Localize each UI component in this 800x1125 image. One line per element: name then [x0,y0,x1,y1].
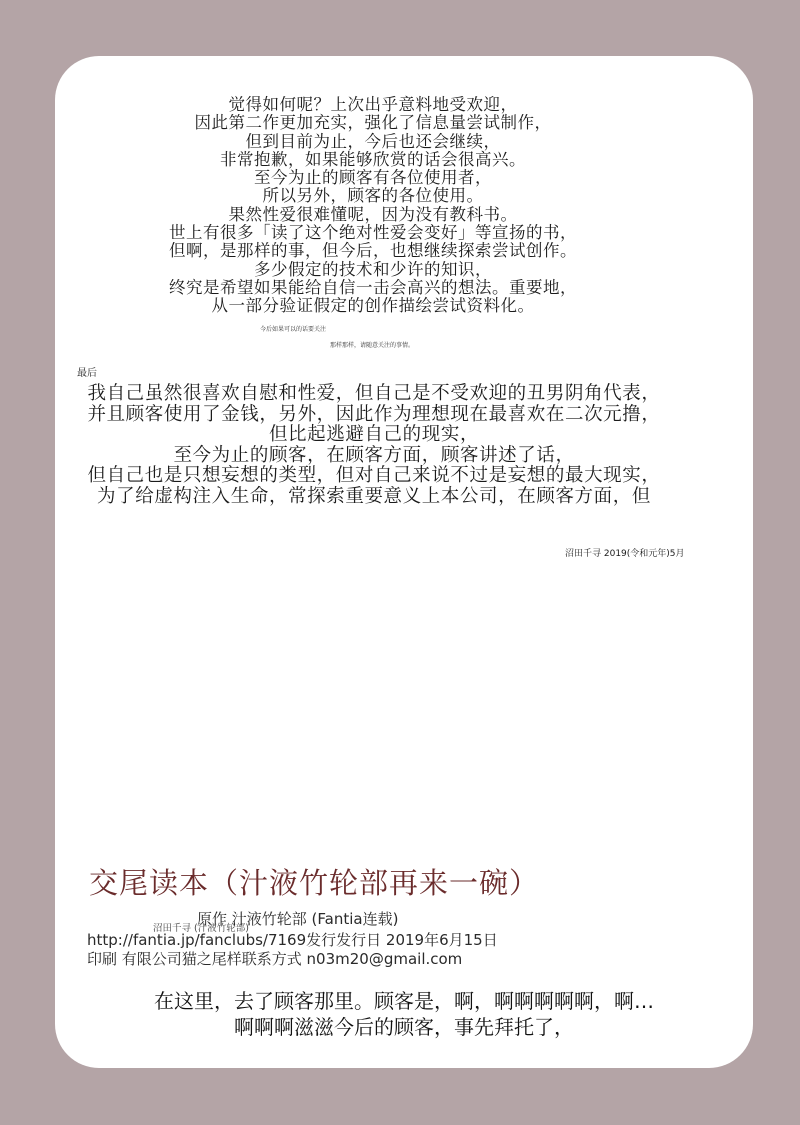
afterword-line: 所以另外，顾客的各位使用。 [262,186,484,206]
signature: 沼田千寻 2019(令和元年)5月 [565,549,685,559]
afterword-line: 终究是希望如果能给自信一击会高兴的想法。重要地， [169,277,577,297]
afterword-line: 因此第二作更加充实，强化了信息量尝试制作， [194,113,552,133]
colophon-author-small: 沼田千寻 (汁液竹轮部) [153,923,249,934]
afterword-line: 但啊，是那样的事，但今后，也想继续探索尝试创作。 [169,241,577,261]
afterword-line: 但到目前为止，今后也还会继续， [245,131,501,151]
afterword-line: 非常抱歉，如果能够欣赏的话会很高兴。 [220,149,526,169]
colophon-print: 印刷 有限公司猫之尾样联系方式 n03m20@gmail.com [87,950,463,968]
final-line: 但比起逃避自己的现实， [268,424,480,446]
afterword-text [55,96,691,316]
tiny-note: 今后如果可以的话要关注 [260,326,327,333]
final-line: 我自己虽然很喜欢自慰和性爱，但自己是不受欢迎的丑男阴角代表， [87,383,661,404]
colophon-original: 原作 汁液竹轮部 (Fantia连载) [197,910,399,928]
final-line: 并且顾客使用了金钱，另外，因此作为理想现在最喜欢在二次元撸， [87,403,661,425]
colophon-url: http://fantia.jp/fanclubs/7169发行发行日 2019年6月15日 [87,931,498,949]
final-line: 但自己也是只想妄想的类型，但对自己来说不过是妄想的最大现实， [87,465,661,487]
final-line: 为了给虚构注入生命，常探索重要意义上本公司，在顾客方面，但 [97,485,651,507]
afterword-line: 觉得如何呢？上次出乎意料地受欢迎， [228,95,518,114]
closing-line: 啊啊啊滋滋今后的顾客，事先拜托了， [234,1015,574,1039]
closing-line: 在这里，去了顾客那里。顾客是，啊，啊啊啊啊啊，啊… [154,989,654,1013]
afterword-line: 多少假定的技术和少许的知识， [254,259,492,279]
tiny-note: 那样那样，请随意关注的事情。 [330,342,415,349]
page-card [55,56,753,1068]
final-line: 至今为止的顾客，在顾客方面，顾客讲述了话， [173,444,575,466]
closing-text [55,988,753,1040]
final-text [67,384,681,508]
afterword-line: 果然性爱很难懂呢，因为没有教科书。 [228,204,518,224]
afterword-line: 世上有很多「读了这个绝对性爱会变好」等宣扬的书， [169,223,577,243]
afterword-line: 至今为止的顾客有各位使用者， [254,168,492,188]
afterword-line: 从一部分验证假定的创作描绘尝试资料化。 [211,296,535,316]
book-title: 交尾读本（汁液竹轮部再来一碗） [89,866,540,900]
final-heading: 最后 [77,368,97,379]
